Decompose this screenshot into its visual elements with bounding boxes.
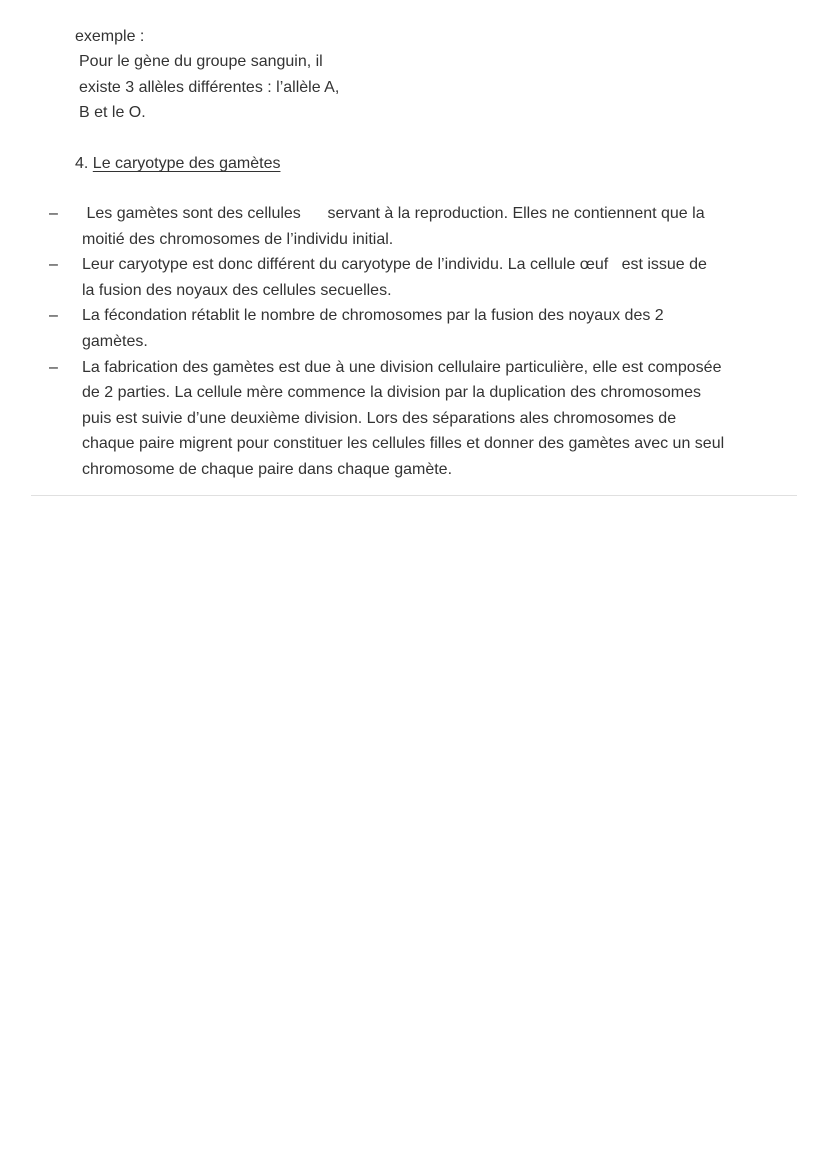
bullet-line: moitié des chromosomes de l’individu initial.	[82, 230, 394, 248]
bullet-item	[0, 303, 828, 354]
bullet-line: Leur caryotype est donc différent du caryotype de l’individu. La cellule œuf est issue de	[82, 256, 707, 274]
example-text	[79, 49, 339, 126]
bullet-item	[0, 355, 828, 483]
section-heading	[75, 151, 280, 176]
example-line: Pour le gène du groupe sanguin, il	[79, 53, 323, 70]
bullet-item	[0, 201, 828, 252]
dash-bullet-icon: –	[49, 205, 58, 222]
bullet-line: La fabrication des gamètes est due à une division cellulaire particulière, elle est composée	[82, 358, 722, 376]
example-label: exemple :	[75, 28, 145, 45]
bullet-line: La fécondation rétablit le nombre de chromosomes par la fusion des noyaux des 2	[82, 307, 664, 325]
example-line: existe 3 allèles différentes : l’allèle A,	[79, 78, 340, 96]
bullet-line: de 2 parties. La cellule mère commence la division par la duplication des chromosomes	[82, 384, 701, 402]
dash-bullet-icon: –	[49, 358, 58, 376]
divider	[31, 495, 797, 496]
bullet-line: Les gamètes sont des cellules servant à la reproduction. Elles ne contiennent que la	[82, 205, 705, 222]
bullet-line: puis est suivie d’une deuxième division. Lors des séparations ales chromosomes de	[82, 409, 677, 427]
section-number: 4.	[75, 155, 89, 172]
bullet-line: chaque paire migrent pour constituer les cellules filles et donner des gamètes avec un seul	[82, 435, 725, 453]
bullet-line: chromosome de chaque paire dans chaque gamète.	[82, 460, 453, 478]
dash-bullet-icon: –	[49, 307, 58, 325]
example-line: B et le O.	[79, 104, 146, 121]
bullet-line: la fusion des noyaux des cellules secuelles.	[82, 281, 392, 299]
bullet-list	[0, 201, 828, 483]
bullet-item	[0, 252, 828, 303]
section-title: Le caryotype des gamètes	[92, 155, 281, 172]
bullet-line: gamètes.	[82, 332, 148, 350]
dash-bullet-icon: –	[49, 256, 58, 274]
